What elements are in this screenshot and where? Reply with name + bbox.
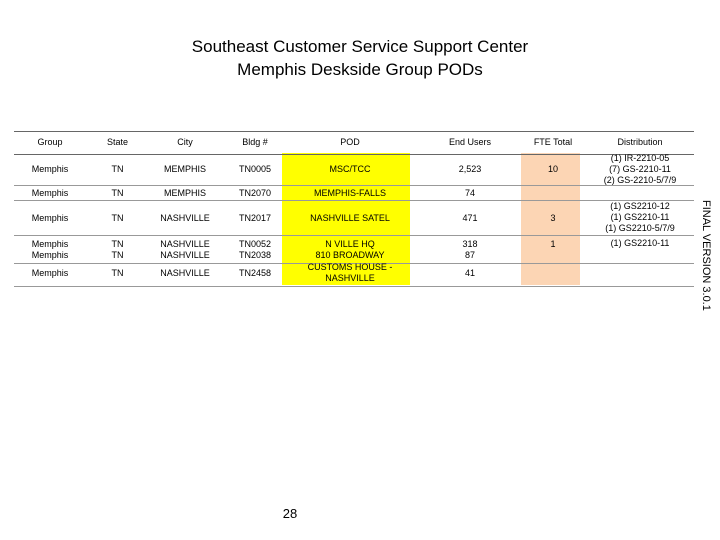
cell-fte-total: 3 <box>550 213 556 223</box>
cell-distribution: (1) GS2210-11 <box>610 238 670 248</box>
cell-city: NASHVILLE <box>160 239 210 249</box>
cell-end-users: 74 <box>464 188 475 198</box>
cell-end-users: 2,523 <box>458 164 482 174</box>
cell-group: Memphis <box>31 250 69 260</box>
cell-state: TN <box>111 268 124 278</box>
header-fte-total: FTE Total <box>533 137 573 147</box>
cell-pod: CUSTOMS HOUSE - NASHVILLE <box>307 262 393 283</box>
cell-city: NASHVILLE <box>160 250 210 260</box>
cell-end-users: 318 <box>462 239 478 249</box>
cell-state: TN <box>111 188 124 198</box>
cell-distribution: (1) IR-2210-05 <box>610 153 670 163</box>
cell-pod: N VILLE HQ <box>325 239 375 249</box>
cell-pod: MEMPHIS-FALLS <box>313 188 387 198</box>
cell-group: Memphis <box>31 188 69 198</box>
cell-bldg: TN2038 <box>238 250 272 260</box>
cell-distribution: (1) GS2210-11 <box>610 212 670 222</box>
cell-bldg: TN2458 <box>238 268 272 278</box>
page-number: 28 <box>282 506 298 521</box>
cell-end-users: 471 <box>462 213 478 223</box>
cell-city: NASHVILLE <box>160 213 210 223</box>
cell-distribution: (7) GS-2210-11 <box>609 164 671 174</box>
version-note-text: FINAL VERSION 3.0.1 <box>700 200 712 311</box>
cell-pod: MSC/TCC <box>329 164 371 174</box>
version-note <box>698 200 712 330</box>
cell-distribution: (1) GS2210-5/7/9 <box>605 223 675 233</box>
row-divider <box>14 235 694 236</box>
cell-fte-total: 1 <box>550 239 556 249</box>
cell-bldg: TN2070 <box>238 188 272 198</box>
cell-bldg: TN2017 <box>238 213 272 223</box>
cell-group: Memphis <box>31 239 69 249</box>
document-title: Southeast Customer Service Support Center <box>191 37 529 56</box>
cell-city: MEMPHIS <box>163 188 206 198</box>
header-distribution: Distribution <box>617 137 663 147</box>
cell-fte-total: 10 <box>547 164 558 174</box>
cell-distribution: (2) GS-2210-5/7/9 <box>603 175 677 185</box>
cell-city: MEMPHIS <box>163 164 206 174</box>
cell-group: Memphis <box>31 268 69 278</box>
cell-state: TN <box>111 239 124 249</box>
row-divider <box>14 286 694 287</box>
header-city: City <box>177 137 193 147</box>
cell-bldg: TN0052 <box>238 239 272 249</box>
cell-end-users: 87 <box>464 250 475 260</box>
header-group: Group <box>37 137 63 147</box>
cell-end-users: 41 <box>464 268 475 278</box>
cell-city: NASHVILLE <box>160 268 210 278</box>
cell-state: TN <box>111 164 124 174</box>
header-state: State <box>106 137 128 147</box>
cell-group: Memphis <box>31 213 69 223</box>
header-end-users: End Users <box>448 137 492 147</box>
cell-group: Memphis <box>31 164 69 174</box>
cell-state: TN <box>111 250 124 260</box>
cell-bldg: TN0005 <box>238 164 272 174</box>
cell-state: TN <box>111 213 124 223</box>
header-pod: POD <box>340 137 360 147</box>
cell-pod: 810 BROADWAY <box>315 250 385 260</box>
header-bldg: Bldg # <box>242 137 268 147</box>
cell-distribution: (1) GS2210-12 <box>610 201 670 211</box>
document-subtitle: Memphis Deskside Group PODs <box>237 60 483 79</box>
cell-pod: NASHVILLE SATEL <box>310 213 390 223</box>
